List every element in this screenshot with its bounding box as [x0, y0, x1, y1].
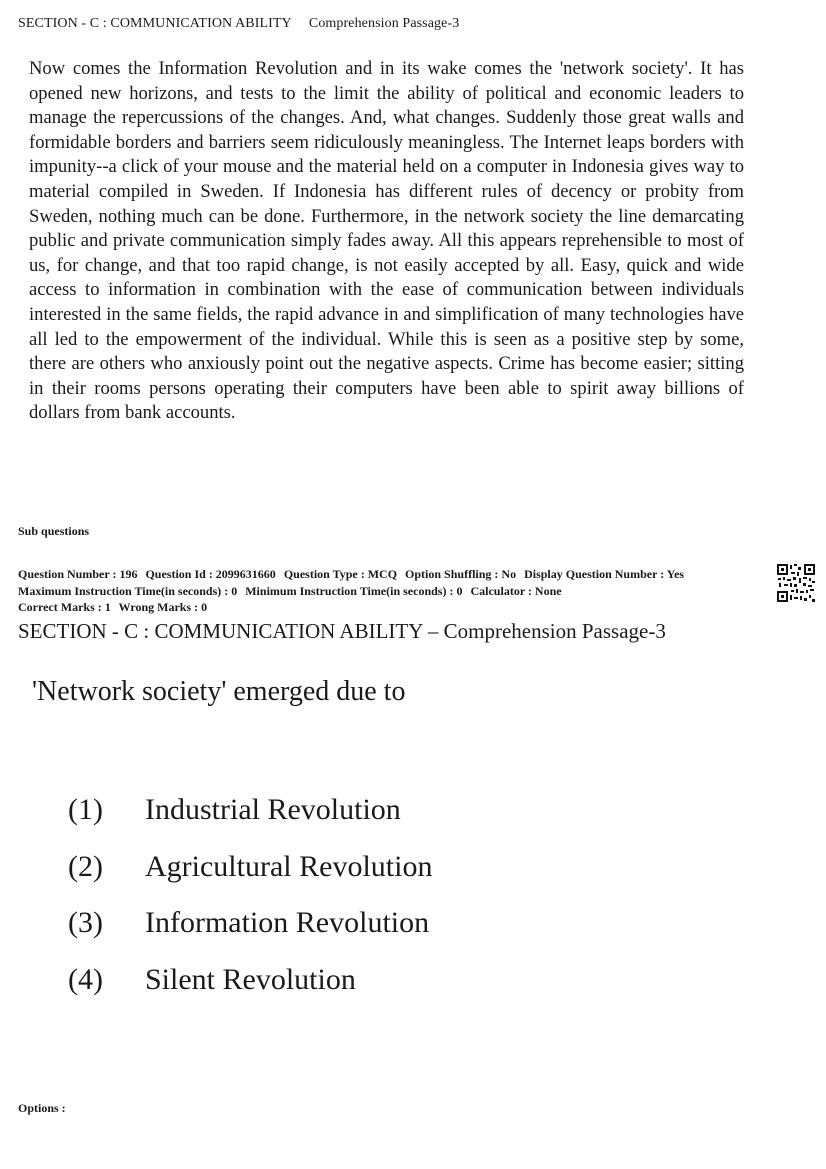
meta-line-3	[18, 599, 788, 616]
section-header: SECTION - C : COMMUNICATION ABILITY	[18, 16, 292, 31]
meta-line-1	[18, 566, 788, 583]
sub-questions-label: Sub questions	[18, 524, 90, 538]
question-number: Question Number : 196	[18, 567, 138, 581]
question-type: Question Type : MCQ	[283, 567, 398, 581]
option-text: Industrial Revolution	[145, 793, 401, 826]
options-label: Options :	[18, 1101, 66, 1115]
option-item[interactable]	[68, 790, 432, 847]
option-number: (4)	[68, 962, 103, 996]
options-list	[68, 790, 432, 1016]
qr-code-icon	[776, 563, 816, 603]
max-time: Maximum Instruction Time(in seconds) : 0	[18, 583, 238, 598]
calculator: Calculator : None	[470, 583, 562, 598]
display-question-number: Display Question Number : Yes	[524, 567, 685, 581]
passage-header: Comprehension Passage-3	[308, 16, 460, 31]
question-meta	[18, 566, 788, 616]
meta-line-2	[18, 583, 788, 600]
option-text: Agricultural Revolution	[145, 849, 433, 883]
option-item[interactable]	[68, 847, 432, 904]
option-number: (2)	[68, 849, 103, 883]
section-title: SECTION - C : COMMUNICATION ABILITY – Comprehension Passage-3	[18, 619, 666, 643]
option-shuffling: Option Shuffling : No	[405, 567, 517, 581]
option-text: Information Revolution	[145, 906, 430, 939]
wrong-marks: Wrong Marks : 0	[118, 600, 208, 614]
page-header	[18, 16, 459, 32]
question-id: Question Id : 2099631660	[145, 567, 276, 581]
min-time: Minimum Instruction Time(in seconds) : 0	[245, 583, 463, 598]
question-text: 'Network society' emerged due to	[32, 676, 406, 707]
option-text: Silent Revolution	[145, 962, 356, 996]
option-item[interactable]	[68, 960, 432, 1017]
option-item[interactable]	[68, 903, 432, 960]
correct-marks: Correct Marks : 1	[18, 600, 111, 614]
option-number: (1)	[68, 793, 103, 826]
option-number: (3)	[68, 906, 103, 939]
passage-text: Now comes the Information Revolution and in its wake comes the 'network society'. It has opened new horizons, and tests to the limit the ability of political and economic leaders to manage the repercussions of the changes. And, what changes. Suddenly those great walls and formidable borders and barriers seem ridiculously meaningless. The Internet leaps borders with impunity--a click of your mouse and the material held on a computer in Indonesia gives way to material compiled in Sweden. If Indonesia has different rules of decency or probity from Sweden, nothing much can be done. Furthermore, in the network society the line demarcating public and private communication simply fades away. All this appears reprehensible to most of us, for change, and that too rapid change, is not easily accepted by all. Easy, quick and wide access to information in combination with the ease of communication between individuals interested in the same fields, the rapid advance in and simplification of many technologies have all led to the empowerment of the individual. While this is seen as a positive step by some, there are others who anxiously point out the negative aspects. Crime has become easier; sitting in their rooms persons operating their computers have been able to spirit away billions of dollars from bank accounts.	[29, 58, 744, 424]
